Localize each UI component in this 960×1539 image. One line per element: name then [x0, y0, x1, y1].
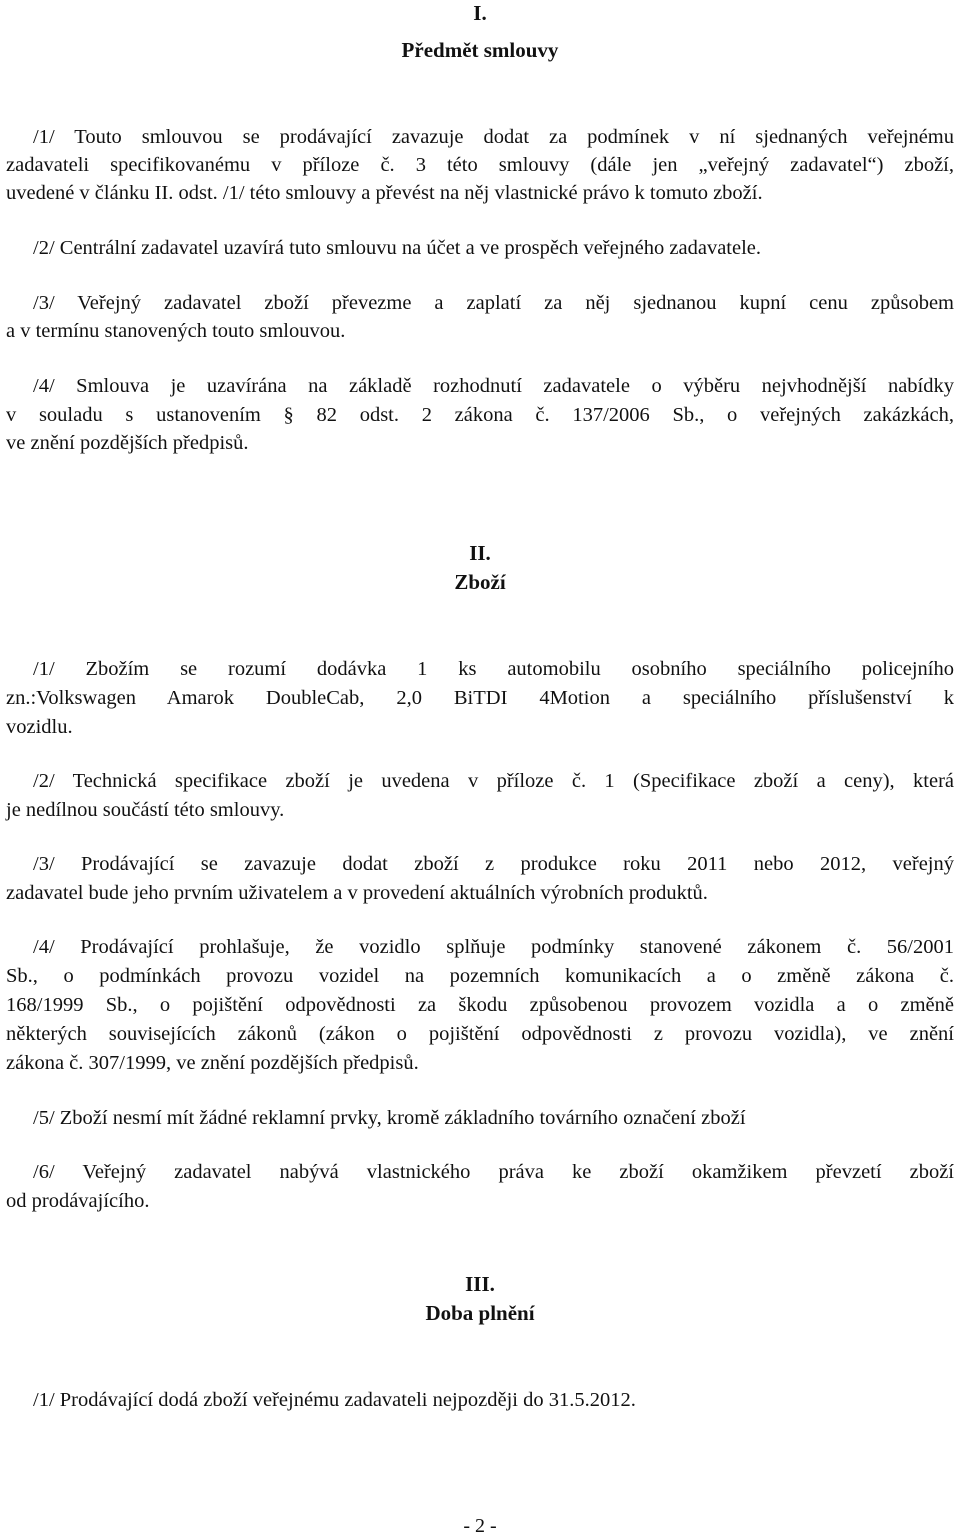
paragraph-line: od prodávajícího.	[6, 1190, 150, 1212]
paragraph-line: /4/ Smlouva je uzavírána na základě rozhodnutí zadavatele o výběru nejvhodnější nabídky	[33, 375, 954, 397]
paragraph-line: /1/ Touto smlouvou se prodávající zavazuje dodat za podmínek v ní sjednaných veřejnému	[33, 126, 954, 148]
paragraph-line: /3/ Veřejný zadavatel zboží převezme a zaplatí za něj sjednanou kupní cenu způsobem	[33, 292, 954, 314]
paragraph-line: Sb., o podmínkách provozu vozidel na pozemních komunikacích a o změně zákona č.	[6, 965, 954, 987]
paragraph-line: /3/ Prodávající se zavazuje dodat zboží z produkce roku 2011 nebo 2012, veřejný	[33, 853, 954, 875]
paragraph-line: /4/ Prodávající prohlašuje, že vozidlo splňuje podmínky stanovené zákonem č. 56/2001	[33, 936, 954, 958]
paragraph-line: /1/ Prodávající dodá zboží veřejnému zadavateli nejpozději do 31.5.2012.	[33, 1389, 636, 1411]
paragraph-line: zákona č. 307/1999, ve znění pozdějších předpisů.	[6, 1052, 419, 1074]
paragraph-line: uvedené v článku II. odst. /1/ této smlouvy a převést na něj vlastnické právo k tomuto zboží.	[6, 182, 763, 204]
paragraph-line: /2/ Centrální zadavatel uzavírá tuto smlouvu na účet a ve prospěch veřejného zadavatele.	[33, 237, 762, 259]
paragraph-line: některých souvisejících zákonů (zákon o pojištění odpovědnosti z provozu vozidla), ve znění	[6, 1023, 954, 1045]
section-number: III.	[465, 1272, 495, 1296]
paragraph-line: vozidlu.	[6, 716, 73, 738]
paragraph-line: ve znění pozdějších předpisů.	[6, 432, 249, 454]
paragraph-line: a v termínu stanovených touto smlouvou.	[6, 320, 346, 342]
paragraph-line: /2/ Technická specifikace zboží je uvedena v příloze č. 1 (Specifikace zboží a ceny), která	[33, 770, 954, 792]
section-number: I.	[473, 1, 487, 25]
paragraph-line: /1/ Zbožím se rozumí dodávka 1 ks automobilu osobního speciálního policejního	[33, 658, 954, 680]
section-title: Zboží	[454, 570, 506, 594]
paragraph-line: v souladu s ustanovením § 82 odst. 2 zákona č. 137/2006 Sb., o veřejných zakázkách,	[6, 404, 954, 426]
paragraph-line: /6/ Veřejný zadavatel nabývá vlastnického práva ke zboží okamžikem převzetí zboží	[33, 1161, 954, 1183]
paragraph-line: zadavatel bude jeho prvním uživatelem a v provedení aktuálních výrobních produktů.	[6, 882, 708, 904]
section-number: II.	[469, 541, 491, 565]
paragraph-line: zn.:Volkswagen Amarok DoubleCab, 2,0 BiTDI 4Motion a speciálního příslušenství k	[6, 687, 954, 709]
paragraph-line: /5/ Zboží nesmí mít žádné reklamní prvky, kromě základního továrního označení zboží	[33, 1107, 746, 1129]
section-title: Doba plnění	[425, 1301, 535, 1325]
section-title: Předmět smlouvy	[401, 38, 559, 62]
paragraph-line: 168/1999 Sb., o pojištění odpovědnosti za škodu způsobenou provozem vozidla a o změně	[6, 994, 954, 1016]
paragraph-line: zadavateli specifikovanému v příloze č. 3 této smlouvy (dále jen „veřejný zadavatel“) zboží,	[6, 154, 954, 176]
paragraph-line: je nedílnou součástí této smlouvy.	[6, 799, 285, 821]
page-number: - 2 -	[463, 1515, 497, 1537]
